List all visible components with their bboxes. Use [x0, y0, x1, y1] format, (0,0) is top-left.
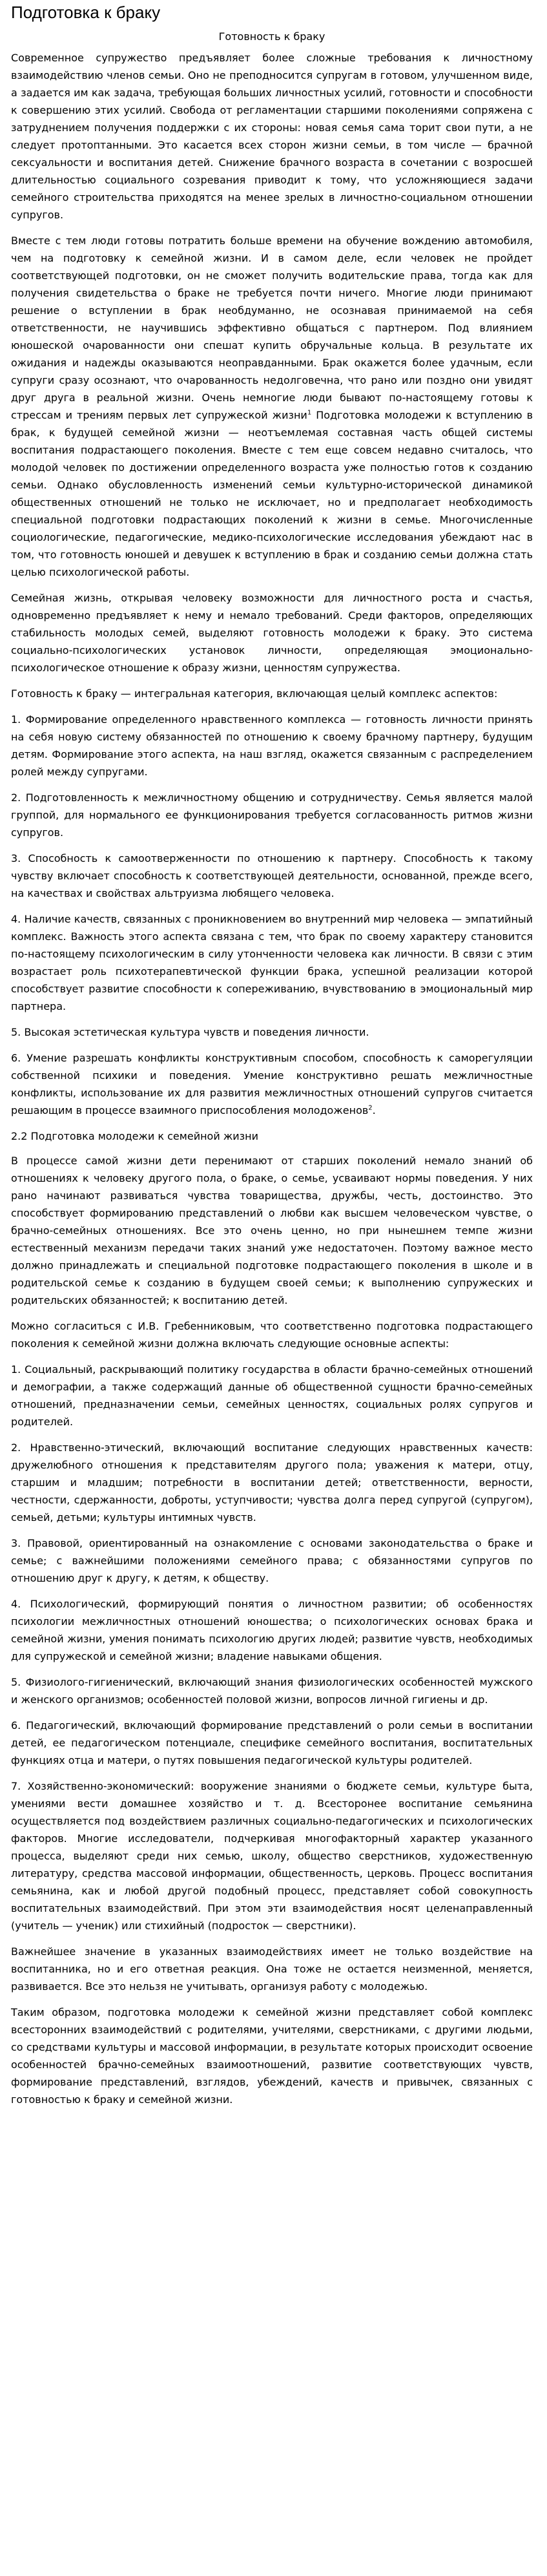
list-item: 5. Высокая эстетическая культура чувств и поведения личности.	[11, 1026, 369, 1038]
list-item: 4. Наличие качеств, связанных с проникновением во внутренний мир человека — эмпатийный комплекс. Важность этого аспекта связана с тем, что брак по своему характеру становится по-настоящему психологическим в силу утонченности человека как личности. В связи с этим возрастает роль психотерапевтической функции брака, успешной реализации которой способствует развитие способности к сопереживанию, вчувствованию в эмоциональный мир партнера.	[11, 913, 533, 1012]
paragraph: Семейная жизнь, открывая человеку возможности для личностного роста и счастья, одновременно предъявляет к нему и немало требований. Среди факторов, определяющих стабильность молодых семей, выделяют готовность молодежи к браку. Это система социально-психологических установок личности, определяющая эмоционально-психологическое отношение к образу жизни, ценностям супружества.	[11, 592, 533, 674]
subsection-title: 2.2 Подготовка молодежи к семейной жизни	[11, 1130, 258, 1142]
paragraph	[11, 232, 533, 581]
list-item: 1. Социальный, раскрывающий политику государства в области брачно-семейных отношений и демографии, а также содержащий данные об общественной сущности брачно-семейных отношений, предназначении семьи, семейных ценностях, социальных ролях супругов и родителей.	[11, 1363, 533, 1428]
list-item: 5. Физиолого-гигиенический, включающий знания физиологических особенностей мужского и женского организмов; особенностей половой жизни, вопросов личной гигиены и др.	[11, 1676, 533, 1706]
list-item: 2. Нравственно-этический, включающий воспитание следующих нравственных качеств: дружелюбного отношения к представителям другого пола; уважения к матери, отцу, старшим и младшим; потребности в воспитании детей; ответственности, верности, честности, сдержанности, доброты, уступчивости; чувства долга перед супругой (супругом), семьей, детьми; культуры интимных чувств.	[11, 1441, 533, 1524]
paragraph: Можно согласиться с И.В. Гребенниковым, что соответственно подготовка подрастающего поколения к семейной жизни должна включать следующие основные аспекты:	[11, 1320, 533, 1350]
page-title: Подготовка к браку	[11, 3, 161, 22]
paragraph-text: 6. Умение разрешать конфликты конструктивным способом, способность к саморегуляции собственной психики и поведения. Умение конструктивно решать межличностные конфликты, использование их для развития межличностных отношений супругов считается решающим в процессе взаимного приспособления молодоженов	[11, 1052, 533, 1116]
footnote-ref: 1	[307, 409, 312, 417]
list-item: 2. Подготовленность к межличностному общению и сотрудничеству. Семья является малой группой, для нормального ее функционирования требуется согласованность ритмов жизни супругов.	[11, 791, 533, 839]
list-item: 6. Умение разрешать конфликты конструктивным способом, способность к саморегуляции собственной психики и поведения. Умение конструктивно решать межличностные конфликты, использование их для развития межличностных отношений супругов считается решающим в процессе взаимного приспособления молодоженов$^2$.	[11, 1052, 533, 1116]
section-title: Готовность к браку	[218, 30, 325, 43]
paragraph: Таким образом, подготовка молодежи к семейной жизни представляет собой комплекс всесторонних взаимодействий с родителями, учителями, сверстниками, с другими людьми, со средствами культуры и массовой информации, в результате которых происходит освоение особенностей брачно-семейных взаимоотношений, развитие соответствующих чувств, формирование представлений, взглядов, убеждений, качеств и привычек, связанных с готовностью к браку и семейной жизни.	[11, 2006, 533, 2106]
footnote-ref: 2	[368, 1104, 373, 1112]
paragraph: Современное супружество предъявляет более сложные требования к личностному взаимодействию членов семьи. Оно не преподносится супругам в готовом, улучшенном виде, а задается им как задача, требующая больших личностных усилий, готовности и способности к совершению этих усилий. Свобода от регламентации старшими поколениями сопряжена с затруднением получения поддержки с их стороны: новая семья сама торит свои пути, а не следует протоптанными. Это касается всех сторон жизни семьи, в том числе — брачной сексуальности и воспитания детей. Снижение брачного возраста в сочетании с возросшей длительностью социального созревания приводит к тому, что усложняющиеся задачи семейного строительства приходятся на менее зрелых в личностно-социальном отношении супругов.	[11, 52, 533, 221]
list-item: 3. Правовой, ориентированный на ознакомление с основами законодательства о браке и семье; с важнейшими положениями семейного права; с обязанностями супругов по отношению друг к другу, к детям, к обществу.	[11, 1537, 533, 1584]
paragraph-text: Вместе с тем люди готовы потратить больше времени на обучение вождению автомобиля, чем на подготовку к семейной жизни. И в самом деле, если человек не пройдет соответствующей подготовки, он не сможет получить водительские права, тогда как для получения свидетельства о браке не требуется почти ничего. Многие люди принимают решение о вступлении в брак необдуманно, не осознавая принимаемой на себя ответственности, не научившись эффективно общаться с партнером. Под влиянием юношеской очарованности они спешат купить обручальные кольца. В результате их ожидания и надежды оказываются неоправданными. Брак окажется более удачным, если супруги сразу осознают, что очарованность недолговечна, что рано или поздно они увидят друг друга в реальной жизни. Очень немногие люди бывают по-настоящему готовы к стрессам и трениям первых лет супружеской жизни	[11, 235, 533, 421]
list-item: 1. Формирование определенного нравственного комплекса — готовность личности принять на себя новую систему обязанностей по отношению к своему брачному партнеру, будущим детям. Формирование этого аспекта, на наш взгляд, окажется связанным с распределением ролей между супругами.	[11, 713, 533, 778]
list-item: 3. Способность к самоотверженности по отношению к партнеру. Способность к такому чувству включает способность к соответствующей деятельности, основанной, прежде всего, на качествах и свойствах альтруизма любящего человека.	[11, 852, 533, 899]
paragraph: Важнейшее значение в указанных взаимодействиях имеет не только воздействие на воспитанника, но и его ответная реакция. Она тоже не остается неизменной, меняется, развивается. Все это нельзя не учитывать, организуя работу с молодежью.	[11, 1945, 533, 1993]
paragraph: В процессе самой жизни дети перенимают от старших поколений немало знаний об отношениях к человеку другого пола, о браке, о семье, усваивают нормы поведения. У них рано начинают развиваться чувства товарищества, дружбы, честь, достоинство. Это способствует формированию представлений о любви как высшем человеческом чувстве, о брачно-семейных отношениях. Все это очень ценно, но при нынешнем темпе жизни естественный механизм передачи таких знаний уже недостаточен. Поэтому важное место должно принадлежать и специальной подготовке подрастающего поколения в школе и в родительской семье к созданию в будущем своей семьи; к выполнению супружеских и родительских обязанностей; к воспитанию детей.	[11, 1155, 533, 1306]
list-item: 7. Хозяйственно-экономический: вооружение знаниями о бюджете семьи, культуре быта, умениями вести домашнее хозяйство и т. д. Всесторонее воспитание семьянина осуществляется под воздействием различных социально-педагогических и психологических факторов. Многие исследователи, подчеркивая многофакторный характер указанного процесса, выделяют среди них семью, школу, общество сверстников, художественную литературу, средства массовой информации, общественность, церковь. Процесс воспитания семьянина, как и любой другой подобный процесс, представляет собой совокупность воспитательных взаимодействий. При этом эти взаимодействия носят целенаправленный (учитель — ученик) или стихийный (подросток — сверстники).	[11, 1780, 533, 1932]
list-item: 4. Психологический, формирующий понятия о личностном развитии; об особенностях психологии межличностных отношений юношества; о психологических основах брака и семейной жизни, умения понимать психологию других людей; развитие чувств, необходимых для супружеской и семейной жизни; владение навыками общения.	[11, 1598, 533, 1662]
paragraph-text: Подготовка молодежи к вступлению в брак, к будущей семейной жизни — неотъемлемая составная часть общей системы воспитания подрастающего поколения. Вместе с тем еще совсем недавно считалось, что молодой человек по достижении определенного возраста уже полностью готов к созданию семьи. Однако обусловленность изменений семьи культурно-исторической динамикой общественных отношений не только не исключает, но и предполагает необходимость специальной подготовки подрастающих поколений к жизни в семье. Многочисленные социологические, педагогические, медико-психологические исследования убеждают нас в том, что готовность юношей и девушек к вступлению в брак и созданию семьи должна стать целью психологической работы.	[11, 409, 533, 578]
paragraph: Готовность к браку — интегральная категория, включающая целый комплекс аспектов:	[11, 687, 498, 700]
list-item: 6. Педагогический, включающий формирование представлений о роли семьи в воспитании детей, ее педагогическом потенциале, специфике семейного воспитания, воспитательных функциях отца и матери, о путях повышения педагогической культуры родителей.	[11, 1719, 533, 1766]
